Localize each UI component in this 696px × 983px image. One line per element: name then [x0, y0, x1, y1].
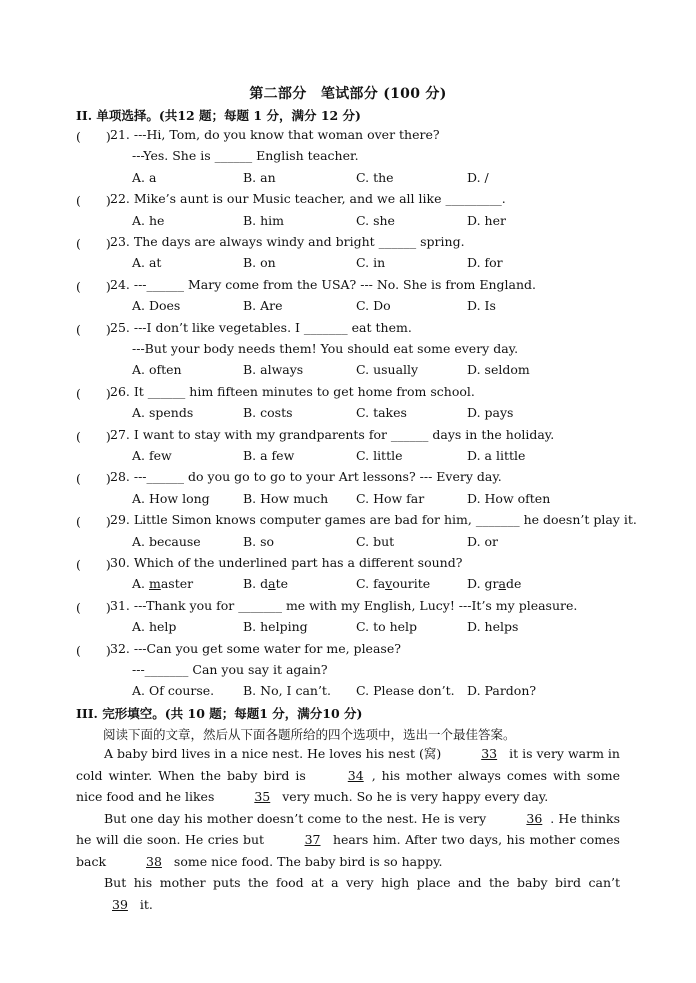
question-number: 26 — [110, 383, 126, 399]
question-stem: Little Simon knows computer games are bad for him, _______ he doesn’t play it. — [133, 512, 637, 528]
option-b: B. date — [243, 576, 289, 592]
question-number: 28 — [110, 469, 126, 485]
answer-bracket: ( ) — [76, 428, 111, 444]
option-b: B. No, I can’t. — [243, 683, 331, 699]
question-number: 32 — [110, 640, 126, 656]
question-stem: It ______ him fifteen minutes to get home from school. — [133, 383, 475, 399]
option-d: D. helps — [467, 619, 519, 635]
question-text: 24. ---______ Mary come from the USA? --- No. She is from England. — [110, 276, 537, 292]
option-d: D. How often — [467, 490, 551, 506]
question-text: 22. Mike’s aunt is our Music teacher, and we all like _________. — [110, 191, 506, 207]
question-stem: ---I don’t like vegetables. I _______ eat them. — [133, 319, 412, 335]
option-a: A. Does — [132, 298, 181, 314]
question-text: 32. ---Can you get some water for me, please? — [110, 640, 401, 656]
question-stem: The days are always windy and bright ______ spring. — [133, 234, 465, 249]
answer-bracket: ( ) — [76, 385, 111, 401]
passage-text: , his mother always comes with some nice food and he likes — [76, 767, 620, 804]
option-a: A. few — [132, 448, 172, 463]
option-c: C. but — [356, 533, 395, 549]
passage-paragraph-3 — [76, 872, 620, 915]
passage-paragraph-2 — [76, 808, 620, 873]
option-c: C. in — [356, 255, 386, 271]
question-text: 21. ---Hi, Tom, do you know that woman over there? — [110, 127, 440, 142]
option-a: A. spends — [132, 405, 194, 421]
option-d: D. for — [467, 255, 503, 271]
question-stem: Mike’s aunt is our Music teacher, and we all like _________. — [133, 191, 506, 207]
blank-37: 37 — [304, 832, 321, 847]
option-a: A. he — [132, 212, 165, 228]
answer-bracket: ( ) — [76, 514, 111, 530]
answer-bracket: ( ) — [76, 193, 111, 209]
answer-bracket: ( ) — [76, 557, 111, 572]
question-stem: Which of the underlined part has a different sound? — [133, 555, 463, 570]
blank-39: 39 — [112, 896, 128, 912]
option-d: D. seldom — [467, 362, 530, 378]
blank-33: 33 — [481, 746, 498, 761]
option-a: A. because — [132, 533, 201, 549]
question-number: 25 — [110, 319, 126, 335]
answer-bracket: ( ) — [76, 642, 111, 658]
option-c: C. Do — [356, 298, 391, 314]
passage-text: it. — [139, 896, 153, 912]
passage-text: A baby bird lives in a nice nest. He loves his nest (窝) — [104, 746, 442, 761]
question-text: 27. I want to stay with my grandparents for ______ days in the holiday. — [110, 426, 555, 442]
option-b: B. How much — [243, 490, 329, 506]
option-c: C. usually — [356, 362, 419, 378]
question-text: 31. ---Thank you for _______ me with my English, Lucy! ---It’s my pleasure. — [110, 597, 578, 613]
question-text: 30. Which of the underlined part has a different sound? — [110, 555, 463, 570]
question-number: 31 — [110, 597, 126, 613]
section-3-instruction: 阅读下面的文章，然后从下面各题所给的四个选项中，选出一个最佳答案。 — [103, 727, 516, 742]
answer-bracket: ( ) — [76, 236, 111, 251]
passage-text: hears him. After two days, his mother comes back — [76, 832, 620, 869]
question-number: 30 — [110, 555, 126, 570]
question-stem: ---Hi, Tom, do you know that woman over there? — [133, 127, 440, 142]
option-b: B. Are — [243, 298, 283, 314]
answer-bracket: ( ) — [76, 599, 111, 615]
option-a: A. How long — [132, 490, 210, 506]
passage-text: . He thinks he will die soon. He cries but — [76, 810, 620, 847]
page-title: 第二部分 笔试部分 (100 分) — [249, 86, 447, 102]
question-number: 24 — [110, 276, 126, 292]
option-b: B. costs — [243, 405, 293, 421]
question-reply: ---Yes. She is ______ English teacher. — [132, 148, 359, 164]
passage-text: But his mother puts the food at a very high place and the baby bird can’t — [104, 875, 620, 890]
option-d: D. / — [467, 169, 489, 185]
option-c: C. she — [356, 212, 395, 228]
blank-34: 34 — [347, 767, 364, 783]
question-number: 23 — [110, 234, 126, 249]
section-2-heading: II. 单项选择。(共12 题；每题 1 分，满分 12 分) — [76, 108, 361, 123]
option-b: B. an — [243, 169, 276, 185]
answer-bracket: ( ) — [76, 129, 111, 144]
option-a: A. Of course. — [132, 683, 215, 699]
option-c: C. Please don’t. — [356, 683, 455, 699]
blank-36: 36 — [526, 810, 543, 826]
option-d: D. or — [467, 533, 499, 549]
option-c: C. takes — [356, 405, 407, 421]
blank-35: 35 — [254, 789, 271, 804]
question-reply: ---_______ Can you say it again? — [132, 662, 328, 677]
option-c: C. the — [356, 169, 394, 185]
question-stem: ---Can you get some water for me, please? — [133, 640, 401, 656]
option-d: D. pays — [467, 405, 514, 421]
passage-paragraph-1 — [76, 743, 620, 808]
option-d: D. Pardon? — [467, 683, 537, 699]
option-a: A. at — [132, 255, 162, 271]
answer-bracket: ( ) — [76, 278, 111, 294]
option-d: D. her — [467, 212, 506, 228]
question-stem: ---______ Mary come from the USA? --- No. She is from England. — [133, 276, 537, 292]
option-c: C. favourite — [356, 576, 431, 592]
passage-text: some nice food. The baby bird is so happy. — [173, 853, 443, 869]
question-stem: ---______ do you go to go to your Art lessons? --- Every day. — [133, 469, 502, 485]
passage-text: very much. So he is very happy every day. — [282, 789, 549, 804]
option-c: C. to help — [356, 619, 418, 635]
question-number: 27 — [110, 426, 126, 442]
option-a: A. master — [132, 576, 194, 592]
option-b: B. helping — [243, 619, 308, 635]
question-reply: ---But your body needs them! You should eat some every day. — [132, 341, 519, 356]
option-a: A. help — [132, 619, 177, 635]
passage-text: But one day his mother doesn’t come to the nest. He is very — [104, 810, 487, 826]
option-b: B. always — [243, 362, 304, 378]
question-text: 28. ---______ do you go to go to your Art lessons? --- Every day. — [110, 469, 502, 485]
option-a: A. a — [132, 169, 157, 185]
option-c: C. How far — [356, 490, 425, 506]
section-3-heading: III. 完形填空。(共 10 题；每题1 分，满分10 分) — [76, 706, 363, 721]
option-a: A. often — [132, 362, 182, 378]
question-number: 21 — [110, 127, 126, 142]
question-stem: ---Thank you for _______ me with my English, Lucy! ---It’s my pleasure. — [133, 597, 578, 613]
option-b: B. a few — [243, 448, 295, 463]
question-text: 29. Little Simon knows computer games are bad for him, _______ he doesn’t play it. — [110, 512, 637, 528]
option-c: C. little — [356, 448, 403, 463]
option-b: B. so — [243, 533, 275, 549]
question-number: 29 — [110, 512, 126, 528]
option-d: D. a little — [467, 448, 526, 463]
cloze-passage — [76, 743, 620, 915]
option-d: D. grade — [467, 576, 522, 592]
answer-bracket: ( ) — [76, 471, 111, 487]
answer-bracket: ( ) — [76, 321, 111, 337]
option-b: B. him — [243, 212, 285, 228]
question-stem: I want to stay with my grandparents for ______ days in the holiday. — [133, 426, 555, 442]
passage-text: it is very warm in cold winter. When the baby bird is — [76, 746, 620, 783]
question-text: 23. The days are always windy and bright ______ spring. — [110, 234, 465, 249]
option-b: B. on — [243, 255, 276, 271]
question-text: 26. It ______ him fifteen minutes to get home from school. — [110, 383, 475, 399]
question-number: 22 — [110, 191, 126, 207]
question-text: 25. ---I don’t like vegetables. I _______ eat them. — [110, 319, 412, 335]
option-d: D. Is — [467, 298, 496, 314]
blank-38: 38 — [146, 853, 162, 869]
